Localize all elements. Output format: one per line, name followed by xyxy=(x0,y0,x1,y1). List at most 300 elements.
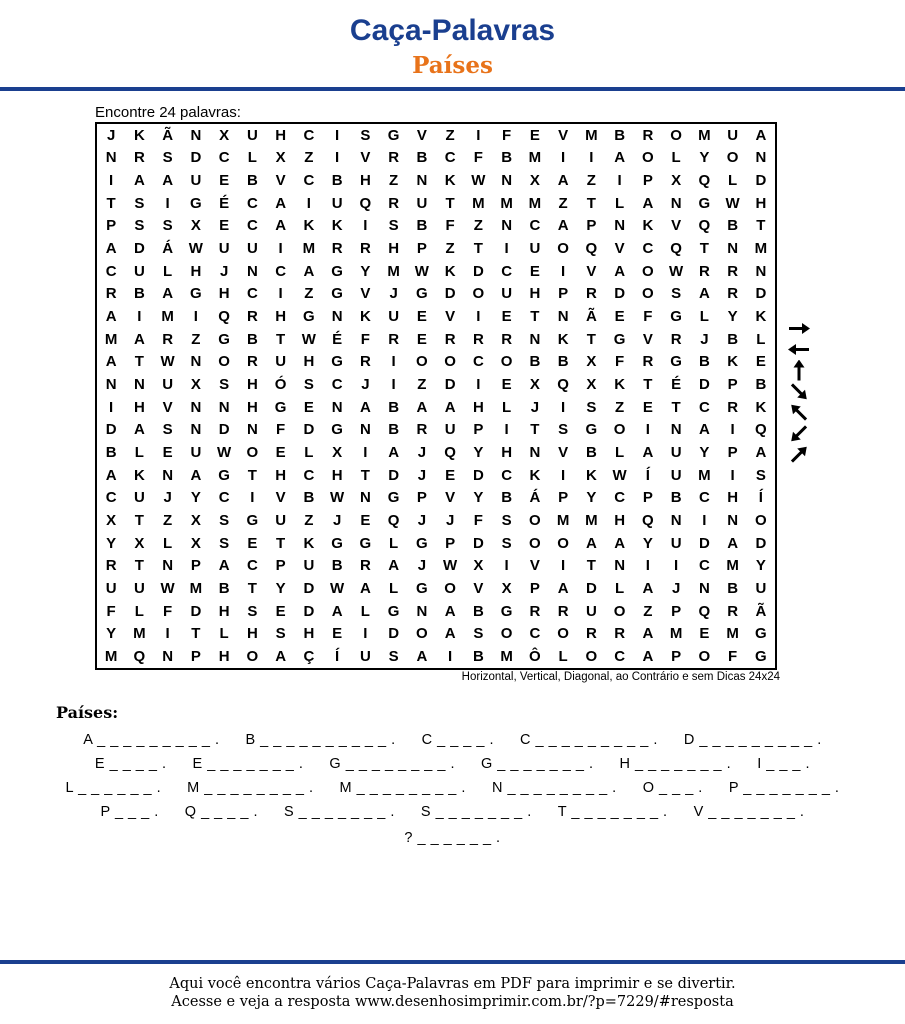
grid-letter: P xyxy=(642,172,653,190)
grid-letter: O xyxy=(642,149,654,167)
grid-letter: J xyxy=(417,512,427,530)
grid-letter: R xyxy=(585,625,597,643)
grid-letter: E xyxy=(445,466,456,484)
grid-letter: S xyxy=(162,217,173,235)
grid-letter: O xyxy=(557,625,569,643)
grid-letter: A xyxy=(698,421,710,439)
grid-letter: X xyxy=(501,580,512,598)
grid-letter: I xyxy=(504,421,509,439)
grid-letter: E xyxy=(501,376,512,394)
grid-letter: V xyxy=(558,444,569,462)
grid-letter: B xyxy=(670,489,682,507)
grid-letter: G xyxy=(331,353,343,371)
grid-letter: U xyxy=(529,240,541,258)
grid-letter: Z xyxy=(163,512,173,530)
clue-blank: O _ _ _ . xyxy=(642,780,703,796)
grid-letter: N xyxy=(190,421,202,439)
grid-letter: U xyxy=(133,580,145,598)
grid-letter: Q xyxy=(444,444,456,462)
grid-letter: W xyxy=(443,557,458,575)
grid-letter: C xyxy=(246,194,258,212)
grid-letter: R xyxy=(359,557,371,575)
grid-letter: V xyxy=(162,398,173,416)
grid-letter: V xyxy=(473,580,484,598)
footer-line-2: Acesse e veja a resposta www.desenhosimprimir.com.br/?p=7229/#resposta xyxy=(171,994,734,1010)
grid-letter: A xyxy=(416,398,428,416)
grid-letter: L xyxy=(615,580,625,598)
grid-letter: H xyxy=(275,308,287,326)
grid-letter: S xyxy=(275,625,286,643)
grid-letter: P xyxy=(416,240,427,258)
grid-letter: G xyxy=(190,194,202,212)
grid-letter: X xyxy=(134,534,145,552)
grid-letter: J xyxy=(700,330,709,348)
grid-letter: K xyxy=(755,398,767,416)
grid-letter: K xyxy=(133,126,145,144)
grid-letter: N xyxy=(190,126,202,144)
clue-blank: D _ _ _ _ _ _ _ _ _ . xyxy=(683,732,822,748)
arrow-up-left-icon xyxy=(786,402,812,423)
grid-letter: T xyxy=(643,376,653,394)
grid-letter: I xyxy=(589,149,594,167)
grid-letter: C xyxy=(246,217,258,235)
grid-letter: H xyxy=(727,489,739,507)
grid-letter: H xyxy=(275,466,287,484)
grid-letter: A xyxy=(275,217,287,235)
grid-letter: E xyxy=(247,534,258,552)
grid-letter: Í xyxy=(335,648,340,666)
grid-letter: G xyxy=(331,534,343,552)
grid-letter: N xyxy=(529,444,541,462)
grid-letter: R xyxy=(388,330,400,348)
grid-letter: I xyxy=(617,172,622,190)
grid-letter: J xyxy=(417,557,427,575)
grid-letter: D xyxy=(472,466,484,484)
grid-letter: U xyxy=(670,534,682,552)
grid-letter: R xyxy=(246,353,258,371)
grid-letter: E xyxy=(529,126,540,144)
grid-letter: Ã xyxy=(162,126,174,144)
footer-divider xyxy=(0,960,905,964)
grid-letter: N xyxy=(133,376,145,394)
grid-letter: A xyxy=(218,557,230,575)
grid-letter: V xyxy=(445,489,456,507)
grid-letter: M xyxy=(556,512,570,530)
grid-letter: B xyxy=(388,421,400,439)
grid-letter: S xyxy=(501,512,512,530)
clue-row xyxy=(0,830,905,846)
grid-letter: R xyxy=(501,330,513,348)
grid-letter: E xyxy=(501,308,512,326)
clue-blank: G _ _ _ _ _ _ _ _ . xyxy=(329,756,455,772)
grid-letter: I xyxy=(504,240,509,258)
grid-letter: B xyxy=(698,353,710,371)
clue-blank: ? _ _ _ _ _ _ . xyxy=(404,830,501,846)
grid-letter: W xyxy=(725,194,740,212)
grid-letter: D xyxy=(614,285,626,303)
grid-letter: Y xyxy=(360,262,371,280)
grid-letter: F xyxy=(728,648,738,666)
grid-letter: L xyxy=(389,580,399,598)
grid-letter: I xyxy=(335,149,340,167)
grid-letter: S xyxy=(247,602,258,620)
grid-letter: P xyxy=(275,557,286,575)
grid-letter: L xyxy=(304,444,314,462)
grid-letter: G xyxy=(331,421,343,439)
grid-letter: B xyxy=(614,126,626,144)
grid-letter: N xyxy=(416,602,428,620)
grid-letter: H xyxy=(359,172,371,190)
grid-letter: C xyxy=(698,489,710,507)
grid-letter: R xyxy=(359,353,371,371)
clue-blank: P _ _ _ . xyxy=(100,804,159,820)
grid-letter: G xyxy=(359,534,372,552)
grid-letter: I xyxy=(250,489,255,507)
grid-letter: O xyxy=(613,421,626,439)
grid-letter: O xyxy=(529,534,541,552)
grid-letter: Ó xyxy=(274,376,287,394)
grid-letter: R xyxy=(642,126,654,144)
grid-letter: G xyxy=(218,466,230,484)
grid-letter: C xyxy=(218,489,230,507)
grid-letter: Z xyxy=(389,172,399,190)
grid-letter: N xyxy=(501,172,513,190)
grid-letter: L xyxy=(163,534,173,552)
grid-caption: Horizontal, Vertical, Diagonal, ao Contrário e sem Dicas 24x24 xyxy=(461,671,780,683)
page-title: Caça-Palavras xyxy=(349,14,556,47)
grid-letter: A xyxy=(642,580,654,598)
grid-letter: Z xyxy=(445,240,455,258)
grid-letter: S xyxy=(360,126,371,144)
grid-letter: B xyxy=(331,172,343,190)
grid-letter: B xyxy=(331,557,343,575)
grid-letter: D xyxy=(698,534,710,552)
clue-blank: N _ _ _ _ _ _ _ _ . xyxy=(491,780,617,796)
grid-letter: I xyxy=(109,398,114,416)
grid-letter: É xyxy=(332,330,343,348)
grid-letter: O xyxy=(642,262,654,280)
grid-letter: R xyxy=(727,262,739,280)
grid-letter: M xyxy=(698,466,711,484)
grid-letter: I xyxy=(561,398,566,416)
grid-letter: C xyxy=(698,557,710,575)
grid-letter: O xyxy=(500,625,513,643)
grid-letter: G xyxy=(387,489,400,507)
grid-letter: M xyxy=(726,557,739,575)
grid-letter: I xyxy=(476,126,481,144)
grid-letter: K xyxy=(359,308,371,326)
grid-letter: N xyxy=(670,512,682,530)
grid-letter: L xyxy=(615,194,625,212)
grid-letter: L xyxy=(360,602,370,620)
grid-letter: N xyxy=(246,421,258,439)
grid-letter: G xyxy=(416,580,428,598)
grid-letter: A xyxy=(133,172,145,190)
grid-letter: I xyxy=(645,421,650,439)
grid-letter: A xyxy=(585,534,597,552)
grid-letter: W xyxy=(217,444,232,462)
grid-letter: O xyxy=(246,444,259,462)
grid-letter: A xyxy=(557,217,569,235)
grid-letter: C xyxy=(642,240,654,258)
grid-letter: I xyxy=(278,285,283,303)
grid-letter: D xyxy=(218,421,230,439)
grid-letter: G xyxy=(670,353,682,371)
grid-letter: X xyxy=(473,557,484,575)
grid-letter: R xyxy=(133,149,145,167)
grid-letter: X xyxy=(586,376,597,394)
clue-blank: P _ _ _ _ _ _ _ . xyxy=(728,780,840,796)
clue-row xyxy=(0,756,905,772)
grid-letter: Z xyxy=(473,217,483,235)
grid-letter: H xyxy=(275,126,287,144)
grid-letter: R xyxy=(670,330,682,348)
grid-letter: O xyxy=(472,285,485,303)
grid-letter: C xyxy=(246,285,258,303)
grid-letter: I xyxy=(561,149,566,167)
grid-letter: K xyxy=(755,308,767,326)
grid-letter: L xyxy=(219,625,229,643)
grid-letter: X xyxy=(190,217,201,235)
grid-letter: B xyxy=(501,489,513,507)
grid-letter: O xyxy=(444,353,456,371)
grid-letter: F xyxy=(445,217,455,235)
grid-letter: S xyxy=(219,376,230,394)
grid-letter: D xyxy=(303,580,315,598)
grid-letter: K xyxy=(133,466,145,484)
grid-letter: K xyxy=(557,330,569,348)
grid-letter: R xyxy=(105,557,117,575)
grid-letter: W xyxy=(160,353,175,371)
grid-letter: Í xyxy=(758,489,763,507)
grid-letter: S xyxy=(303,376,314,394)
grid-letter: R xyxy=(388,149,400,167)
grid-letter: R xyxy=(727,398,739,416)
grid-letter: K xyxy=(727,353,739,371)
grid-letter: B xyxy=(472,602,484,620)
grid-letter: U xyxy=(359,648,371,666)
grid-letter: I xyxy=(193,308,198,326)
grid-letter: I xyxy=(165,625,170,643)
grid-letter: L xyxy=(756,330,766,348)
grid-letter: Z xyxy=(304,149,314,167)
grid-letter: N xyxy=(670,194,682,212)
grid-letter: R xyxy=(162,330,174,348)
grid-letter: A xyxy=(444,398,456,416)
grid-letter: J xyxy=(332,512,342,530)
grid-letter: F xyxy=(163,602,173,620)
clue-row xyxy=(0,804,905,820)
grid-letter: A xyxy=(557,172,569,190)
grid-letter: U xyxy=(246,240,258,258)
grid-letter: A xyxy=(755,126,767,144)
grid-letter: E xyxy=(642,398,653,416)
grid-letter: H xyxy=(133,398,145,416)
grid-letter: Y xyxy=(473,444,484,462)
grid-letter: U xyxy=(388,308,400,326)
clue-blank: G _ _ _ _ _ _ _ . xyxy=(481,756,594,772)
grid-letter: B xyxy=(501,149,513,167)
grid-letter: A xyxy=(331,602,343,620)
grid-letter: É xyxy=(671,376,682,394)
grid-letter: M xyxy=(726,625,739,643)
grid-letter: G xyxy=(190,285,202,303)
grid-letter: T xyxy=(276,330,286,348)
grid-letter: B xyxy=(246,172,258,190)
grid-letter: W xyxy=(471,172,486,190)
grid-letter: Z xyxy=(558,194,568,212)
grid-letter: T xyxy=(247,580,257,598)
grid-letter: Q xyxy=(359,194,372,212)
grid-letter: I xyxy=(561,557,566,575)
grid-letter: I xyxy=(645,557,650,575)
grid-letter: Z xyxy=(417,376,427,394)
word-search-grid xyxy=(95,122,777,670)
grid-letter: B xyxy=(303,489,315,507)
grid-letter: A xyxy=(388,444,400,462)
grid-letter: F xyxy=(473,512,483,530)
grid-letter: R xyxy=(331,240,343,258)
grid-letter: K xyxy=(303,534,315,552)
grid-letter: S xyxy=(219,534,230,552)
grid-letter: M xyxy=(189,580,203,598)
grid-letter: I xyxy=(109,172,114,190)
grid-letter: D xyxy=(755,534,767,552)
grid-letter: N xyxy=(162,466,174,484)
grid-letter: F xyxy=(276,421,286,439)
grid-letter: P xyxy=(671,648,682,666)
grid-letter: L xyxy=(163,262,173,280)
grid-letter: I xyxy=(730,421,735,439)
grid-letter: E xyxy=(360,512,371,530)
grid-letter: I xyxy=(448,648,453,666)
grid-letter: N xyxy=(162,648,174,666)
grid-letter: I xyxy=(476,308,481,326)
grid-letter: W xyxy=(669,262,684,280)
grid-letter: T xyxy=(247,466,257,484)
grid-letter: Q xyxy=(387,512,400,530)
grid-letter: I xyxy=(363,217,368,235)
grid-letter: C xyxy=(331,376,343,394)
grid-letter: Q xyxy=(585,240,598,258)
grid-letter: R xyxy=(246,308,258,326)
grid-letter: C xyxy=(472,353,484,371)
grid-letter: B xyxy=(727,580,739,598)
grid-letter: Ã xyxy=(585,308,597,326)
arrow-down-right-icon xyxy=(786,381,812,402)
grid-letter: C xyxy=(105,262,117,280)
grid-letter: M xyxy=(500,648,513,666)
grid-letter: B xyxy=(472,648,484,666)
arrow-up-right-icon xyxy=(786,444,812,465)
grid-letter: N xyxy=(670,421,682,439)
grid-letter: T xyxy=(671,398,681,416)
grid-letter: A xyxy=(303,262,315,280)
grid-letter: Z xyxy=(304,512,314,530)
grid-letter: O xyxy=(444,580,456,598)
grid-letter: Z xyxy=(304,285,314,303)
clue-row xyxy=(0,780,905,796)
grid-letter: H xyxy=(388,240,400,258)
clue-row xyxy=(0,732,905,748)
grid-letter: J xyxy=(445,512,455,530)
grid-letter: G xyxy=(670,308,682,326)
grid-letter: D xyxy=(303,602,315,620)
grid-letter: T xyxy=(134,557,144,575)
clue-blank: M _ _ _ _ _ _ _ _ . xyxy=(339,780,466,796)
grid-letter: G xyxy=(698,194,711,212)
grid-letter: X xyxy=(529,172,540,190)
grid-letter: J xyxy=(163,489,172,507)
grid-letter: N xyxy=(557,308,569,326)
grid-letter: B xyxy=(755,376,767,394)
grid-letter: P xyxy=(445,534,456,552)
grid-letter: I xyxy=(137,308,142,326)
grid-letter: Y xyxy=(755,557,766,575)
clue-blank: A _ _ _ _ _ _ _ _ _ . xyxy=(83,732,220,748)
grid-letter: E xyxy=(755,353,766,371)
grid-letter: D xyxy=(472,534,484,552)
grid-letter: E xyxy=(275,444,286,462)
grid-letter: T xyxy=(134,512,144,530)
grid-letter: S xyxy=(219,512,230,530)
grid-letter: A xyxy=(642,444,654,462)
grid-letter: A xyxy=(275,648,287,666)
grid-letter: Y xyxy=(106,534,117,552)
grid-letter: N xyxy=(359,421,371,439)
grid-letter: H xyxy=(501,444,513,462)
grid-letter: C xyxy=(529,217,541,235)
grid-letter: P xyxy=(586,217,597,235)
grid-letter: M xyxy=(161,308,174,326)
grid-letter: Y xyxy=(190,489,201,507)
grid-letter: U xyxy=(331,194,343,212)
grid-letter: U xyxy=(162,376,174,394)
grid-letter: E xyxy=(416,308,427,326)
instruction-text: Encontre 24 palavras: xyxy=(95,104,241,121)
grid-letter: V xyxy=(275,489,286,507)
grid-letter: W xyxy=(414,262,429,280)
grid-letter: D xyxy=(133,240,145,258)
grid-letter: I xyxy=(165,194,170,212)
grid-letter: H xyxy=(472,398,484,416)
arrow-right-icon xyxy=(786,318,812,339)
grid-letter: I xyxy=(363,444,368,462)
grid-letter: W xyxy=(188,240,203,258)
grid-letter: R xyxy=(727,285,739,303)
grid-letter: A xyxy=(133,421,145,439)
grid-letter: O xyxy=(529,512,541,530)
grid-letter: I xyxy=(278,240,283,258)
grid-letter: V xyxy=(529,557,540,575)
grid-letter: W xyxy=(612,466,627,484)
grid-letter: W xyxy=(330,489,345,507)
grid-letter: F xyxy=(360,330,370,348)
grid-letter: B xyxy=(585,444,597,462)
grid-letter: G xyxy=(585,421,598,439)
grid-letter: H xyxy=(218,648,230,666)
clue-blank: T _ _ _ _ _ _ _ . xyxy=(557,804,668,820)
grid-letter: X xyxy=(529,376,540,394)
grid-letter: N xyxy=(331,308,343,326)
grid-letter: C xyxy=(275,262,287,280)
grid-letter: A xyxy=(105,240,117,258)
grid-letter: N xyxy=(190,398,202,416)
grid-letter: L xyxy=(558,648,568,666)
clue-blank: C _ _ _ _ . xyxy=(421,732,495,748)
grid-letter: D xyxy=(388,625,400,643)
grid-letter: J xyxy=(219,262,229,280)
